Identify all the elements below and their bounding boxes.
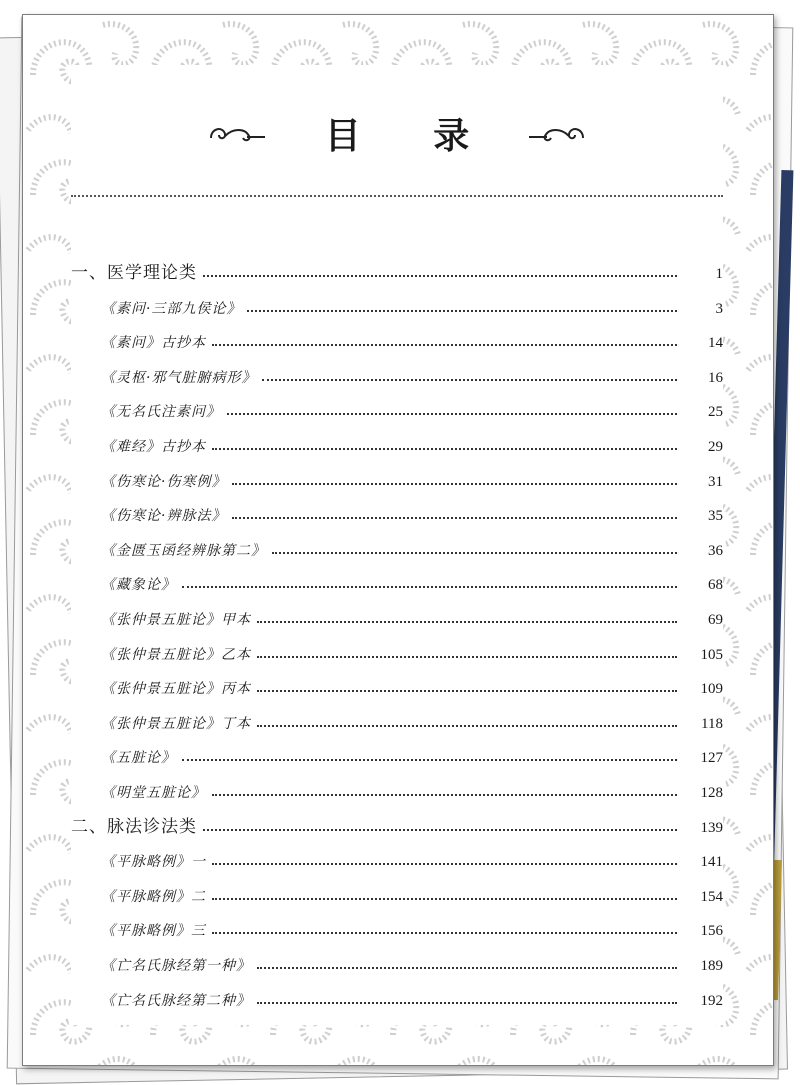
toc-label: 《素问》古抄本 bbox=[101, 335, 206, 352]
toc-page-number: 141 bbox=[700, 854, 723, 871]
leader-dots bbox=[212, 344, 677, 346]
toc-entry[interactable] bbox=[101, 599, 723, 629]
toc-page-number: 16 bbox=[708, 369, 723, 386]
leader-dots bbox=[212, 863, 677, 865]
toc-page-number: 154 bbox=[700, 888, 723, 905]
toc-entry[interactable] bbox=[101, 357, 723, 387]
toc-label: 《平脉略例》一 bbox=[101, 854, 206, 871]
toc-page-number: 127 bbox=[700, 750, 723, 767]
toc-label: 《张仲景五脏论》乙本 bbox=[101, 646, 251, 663]
toc-label: 《藏象论》 bbox=[101, 577, 176, 594]
toc-entry[interactable] bbox=[101, 495, 723, 525]
leader-dots bbox=[257, 690, 677, 692]
toc-page-number: 109 bbox=[700, 681, 723, 698]
toc-page-number: 128 bbox=[700, 785, 723, 801]
toc-page-number: 29 bbox=[708, 439, 723, 455]
toc-entry[interactable] bbox=[101, 288, 723, 318]
toc-label: 二、脉法诊法类 bbox=[71, 816, 197, 837]
toc-entry[interactable] bbox=[101, 322, 723, 352]
leader-dots bbox=[247, 310, 677, 312]
toc-page-number: 3 bbox=[715, 300, 723, 317]
toc-page-number: 1 bbox=[715, 266, 723, 282]
toc-label: 《平脉略例》二 bbox=[101, 888, 206, 905]
cloud-ornament-left-icon bbox=[207, 122, 267, 144]
leader-dots bbox=[257, 967, 677, 969]
toc-label: 《素问·三部九侯论》 bbox=[101, 300, 242, 317]
toc-entry[interactable] bbox=[71, 253, 723, 283]
toc-page-number: 156 bbox=[700, 923, 723, 940]
toc-entry[interactable] bbox=[101, 737, 723, 767]
toc-label: 《无名氏注素问》 bbox=[101, 404, 221, 421]
toc-entry[interactable] bbox=[101, 841, 723, 871]
toc-page-number: 31 bbox=[708, 473, 723, 490]
leader-dots bbox=[212, 794, 677, 796]
toc-label: 《张仲景五脏论》丁本 bbox=[101, 715, 251, 732]
toc-label: 《明堂五脏论》 bbox=[101, 785, 206, 801]
toc-label: 《灵枢·邪气脏腑病形》 bbox=[101, 369, 257, 386]
leader-dots bbox=[257, 1002, 677, 1004]
toc-label: 《亡名氏脉经第二种》 bbox=[101, 992, 251, 1009]
toc-page-number: 69 bbox=[708, 612, 723, 628]
toc-entry[interactable] bbox=[101, 772, 723, 802]
toc-page-number: 139 bbox=[700, 819, 723, 836]
toc-page-number: 14 bbox=[708, 335, 723, 352]
page-title: 目 录 bbox=[324, 114, 500, 157]
toc-label: 《伤寒论·伤寒例》 bbox=[101, 473, 227, 490]
toc-page-number: 118 bbox=[701, 715, 723, 732]
toc-label: 《五脏论》 bbox=[101, 750, 176, 767]
toc-label: 一、医学理论类 bbox=[71, 263, 197, 283]
leader-dots bbox=[232, 483, 677, 485]
toc-label: 《难经》古抄本 bbox=[101, 439, 206, 455]
toc-label: 《平脉略例》三 bbox=[101, 923, 206, 940]
leader-dots bbox=[212, 448, 677, 450]
toc-entry[interactable] bbox=[101, 703, 723, 733]
toc-label: 《伤寒论·辨脉法》 bbox=[101, 508, 227, 525]
toc-entry[interactable] bbox=[101, 391, 723, 421]
leader-dots bbox=[257, 656, 677, 658]
toc-page bbox=[22, 14, 774, 1066]
leader-dots bbox=[212, 932, 677, 934]
toc-label: 《张仲景五脏论》丙本 bbox=[101, 681, 251, 698]
leader-dots bbox=[257, 725, 677, 727]
toc-label: 《金匮玉函经辨脉第二》 bbox=[101, 542, 266, 559]
toc-page-number: 25 bbox=[708, 404, 723, 421]
leader-dots bbox=[203, 829, 677, 831]
toc-entry[interactable] bbox=[101, 668, 723, 698]
toc-entry[interactable] bbox=[101, 910, 723, 940]
leader-dots bbox=[182, 759, 677, 761]
toc-entry[interactable] bbox=[101, 564, 723, 594]
toc-entry[interactable] bbox=[101, 461, 723, 491]
content-area bbox=[71, 65, 723, 1025]
toc-page-number: 68 bbox=[708, 577, 723, 594]
toc-entry[interactable] bbox=[101, 876, 723, 906]
toc-page-number: 35 bbox=[708, 508, 723, 525]
cloud-ornament-right-icon bbox=[527, 122, 587, 144]
toc-page-number: 192 bbox=[700, 992, 723, 1009]
leader-dots bbox=[212, 898, 677, 900]
toc-entry[interactable] bbox=[101, 980, 723, 1010]
toc-entry[interactable] bbox=[71, 807, 723, 837]
leader-dots bbox=[272, 552, 677, 554]
toc-page-number: 105 bbox=[700, 646, 723, 663]
toc-page-number: 36 bbox=[708, 542, 723, 559]
toc-entry[interactable] bbox=[101, 530, 723, 560]
leader-dots bbox=[182, 586, 677, 588]
toc-label: 《亡名氏脉经第一种》 bbox=[101, 958, 251, 974]
title-separator bbox=[71, 195, 723, 197]
leader-dots bbox=[227, 413, 677, 415]
toc-page-number: 189 bbox=[700, 958, 723, 974]
leader-dots bbox=[232, 517, 677, 519]
toc-label: 《张仲景五脏论》甲本 bbox=[101, 612, 251, 628]
title-row bbox=[71, 103, 723, 163]
toc-entry[interactable] bbox=[101, 634, 723, 664]
toc-entry[interactable] bbox=[101, 426, 723, 456]
leader-dots bbox=[257, 621, 677, 623]
leader-dots bbox=[262, 379, 677, 381]
leader-dots bbox=[203, 275, 677, 277]
toc-entry[interactable] bbox=[101, 945, 723, 975]
